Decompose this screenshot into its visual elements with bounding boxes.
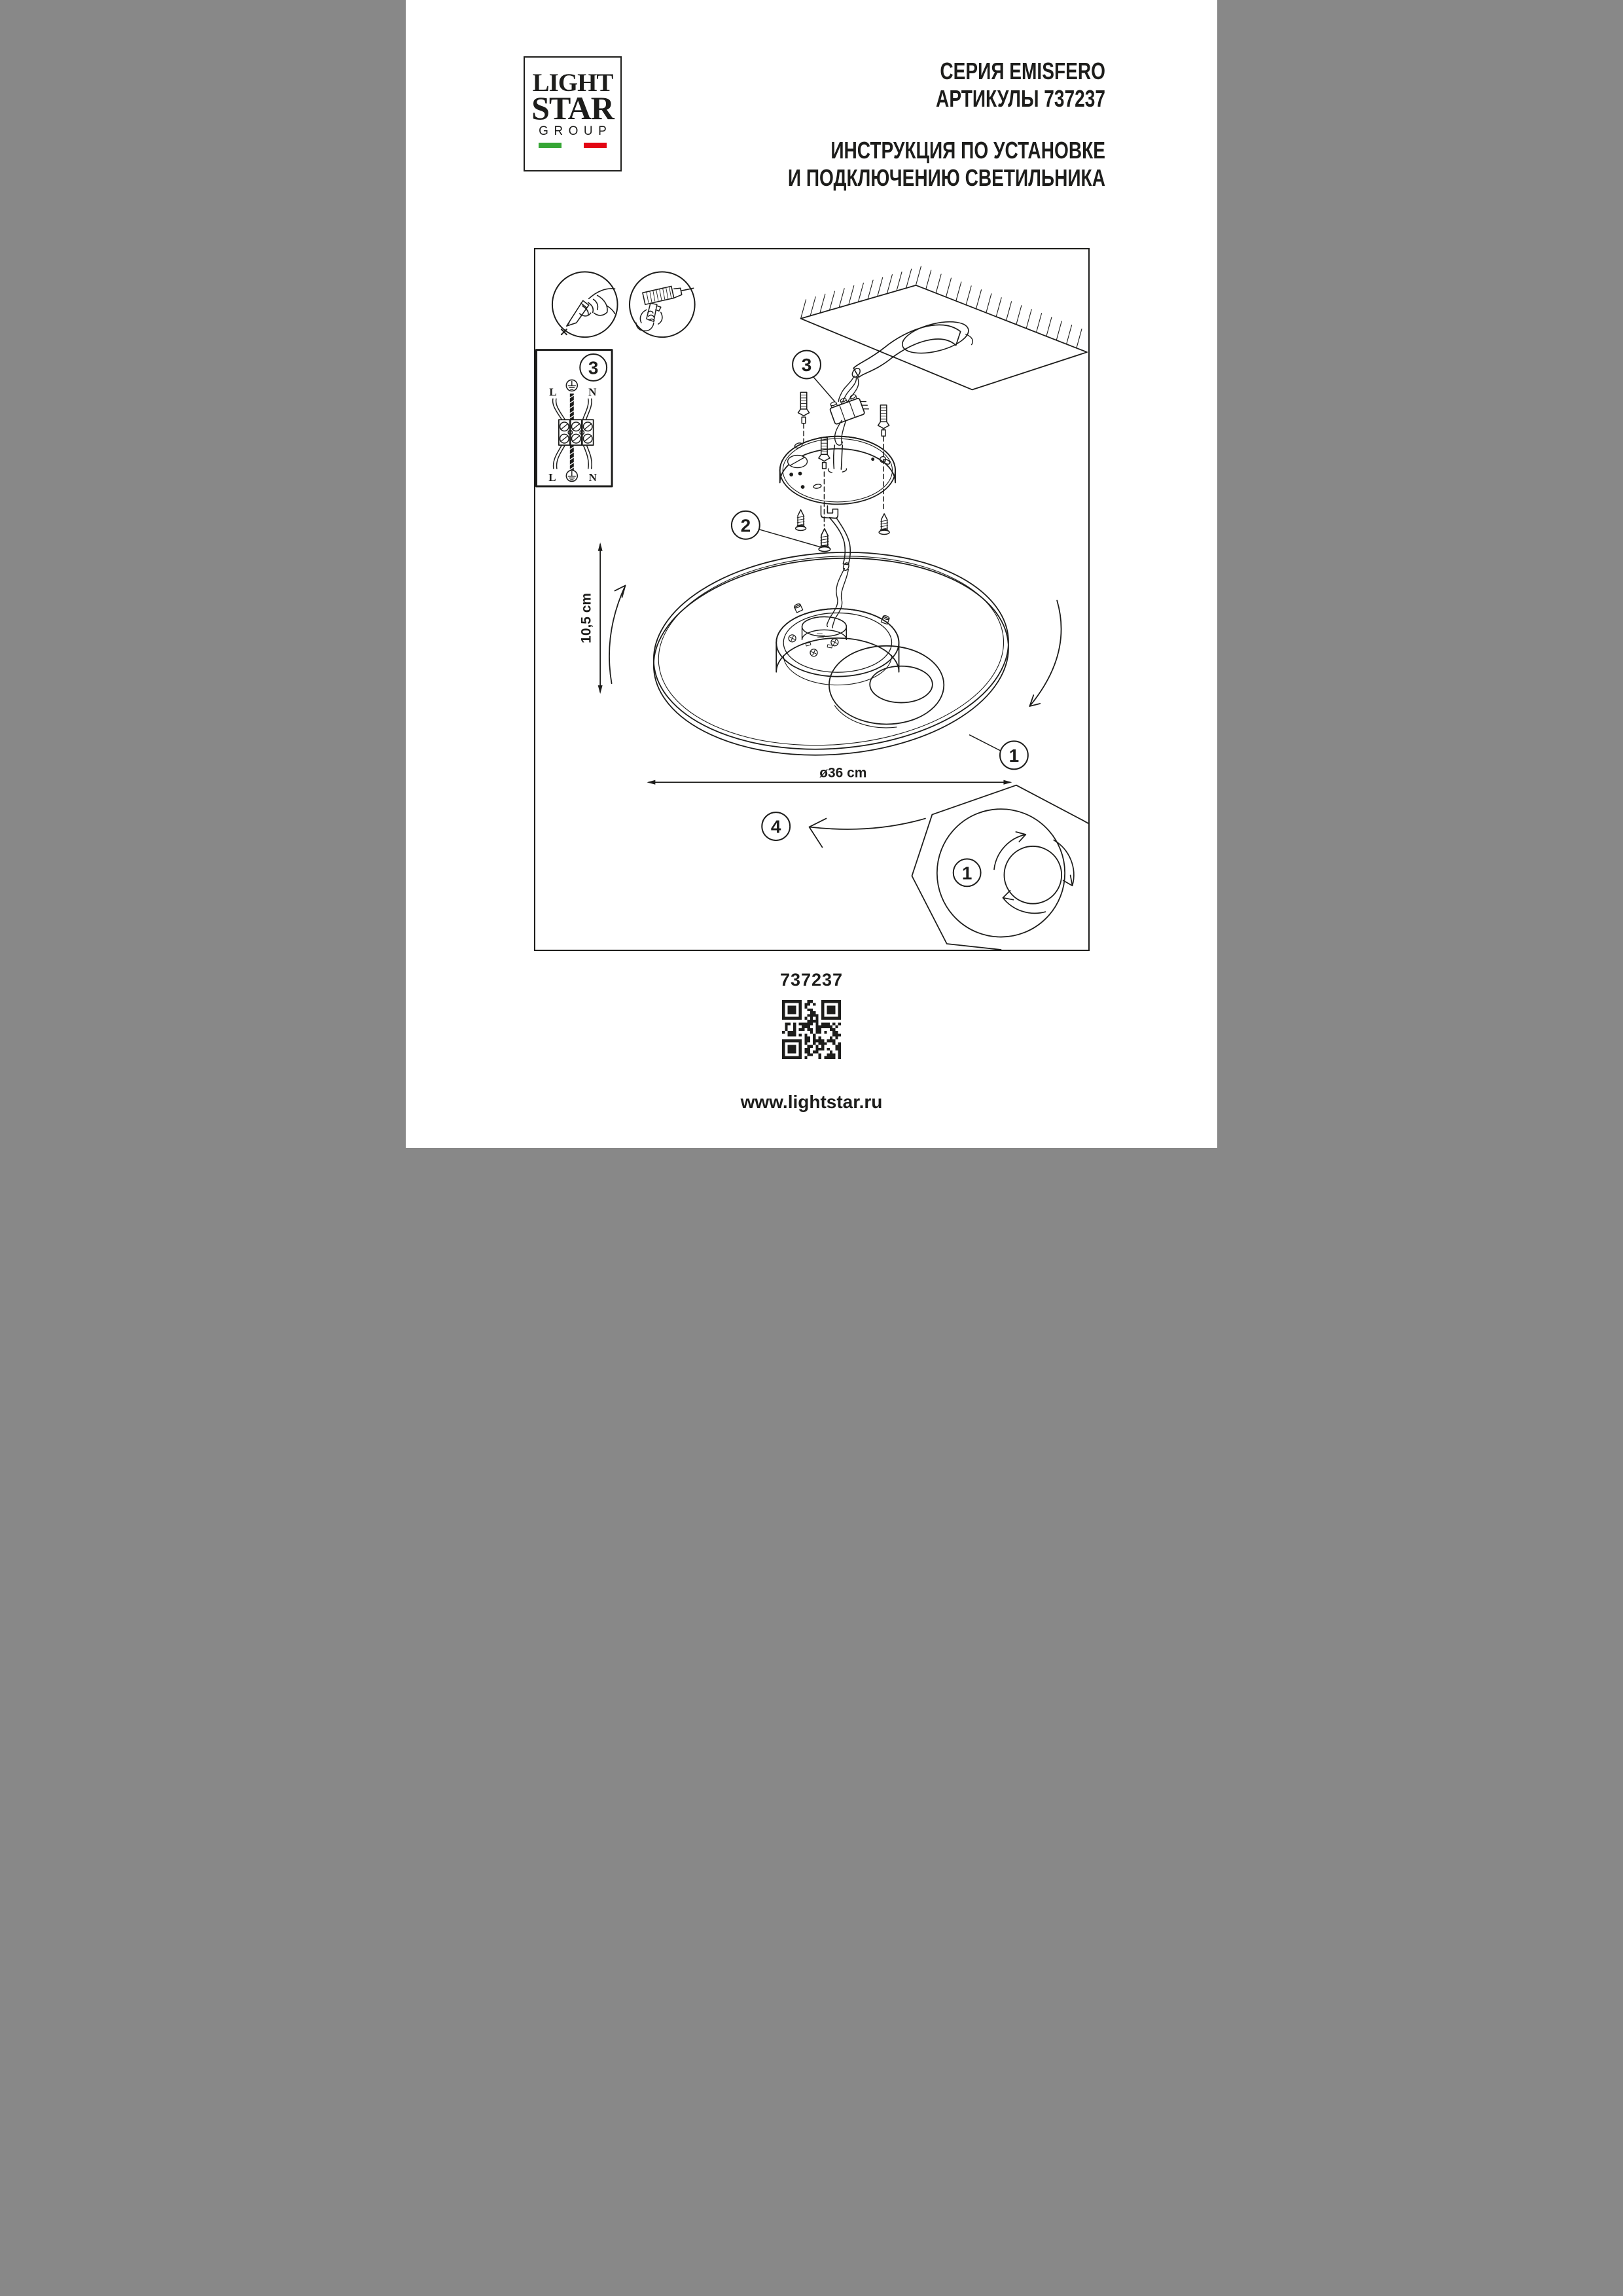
ceiling-panel (801, 266, 1087, 389)
neutral-label-top: N (588, 386, 597, 399)
lamp-housing (776, 609, 899, 685)
earth-symbol-icon-bottom (566, 471, 577, 482)
wire-clip (827, 645, 832, 648)
svg-text:4: 4 (770, 816, 781, 837)
rotate-direction-arrow (810, 819, 925, 848)
callout-3-wiring: 3 (588, 357, 599, 378)
italy-flag-stripe (539, 143, 607, 148)
svg-text:3: 3 (801, 354, 812, 375)
diameter-dimension-label: ø36 cm (819, 765, 867, 781)
wall-anchor-icon (819, 438, 830, 469)
instruction-sheet (406, 0, 1217, 1148)
connector-block (828, 391, 870, 424)
callout-2 (732, 511, 821, 547)
line-label-top: L (549, 386, 557, 399)
rotation-arrow-left (609, 586, 626, 684)
detail-view-hexagon (912, 785, 1088, 950)
logo-star-text: STAR (531, 90, 614, 126)
lightstar-logo (524, 56, 622, 171)
driver-label-lines (815, 634, 825, 637)
logo-group-text: GROUP (539, 124, 613, 138)
ceiling-hole (899, 316, 972, 359)
diffuser-opening (870, 666, 933, 703)
wall-anchor-icon (798, 392, 810, 423)
articles-title: АРТИКУЛЫ 737237 (936, 85, 1105, 112)
svg-text:2: 2 (740, 515, 751, 536)
led-driver (802, 617, 847, 639)
series-title: СЕРИЯ EMISFERO (940, 58, 1105, 84)
installation-diagram (534, 248, 1090, 951)
callout-4 (762, 812, 925, 847)
screw-icon (879, 514, 889, 535)
line-label-bottom: L (548, 471, 556, 484)
callout-1 (970, 735, 1028, 769)
cable-to-housing (827, 518, 851, 628)
detail-disc (937, 809, 1065, 937)
earth-symbol-icon (566, 380, 577, 391)
phillips-screw-icon (831, 639, 838, 646)
diagram-drawing (535, 249, 1088, 950)
neutral-label-bottom: N (588, 471, 597, 484)
article-number: 737237 (779, 970, 844, 990)
flag-red-segment (584, 143, 607, 148)
instruction-title-line1: ИНСТРУКЦИЯ ПО УСТАНОВКЕ (830, 137, 1105, 164)
detail-opening (1004, 846, 1061, 904)
flag-white-segment (562, 143, 584, 148)
mounting-hook-slot (821, 506, 838, 518)
rotation-arrow-right (1029, 600, 1061, 706)
website-url: www.lightstar.ru (740, 1092, 883, 1112)
document-header (788, 58, 1105, 192)
wiring-diagram (536, 350, 612, 486)
instruction-title-line2: И ПОДКЛЮЧЕНИЮ СВЕТИЛЬНИКА (787, 164, 1105, 191)
wall-anchor-icon (878, 405, 889, 436)
pencil-marking-icon (552, 272, 618, 337)
diffuser-disc (829, 646, 944, 728)
flag-green-segment (539, 143, 562, 148)
phillips-screw-icon (810, 649, 817, 656)
screw-icon (819, 529, 830, 552)
height-dimension-label: 10,5 cm (579, 593, 594, 643)
phillips-screw-icon (789, 635, 796, 642)
terminal-block-icon (559, 420, 594, 445)
qr-code (782, 1000, 841, 1059)
callout-3 (793, 351, 834, 402)
logo-light-text: LIGHT (532, 69, 613, 97)
mounting-plate (780, 437, 895, 518)
height-dimension (579, 543, 603, 694)
drill-icon (630, 272, 695, 337)
lamp-base-disc (647, 541, 1016, 766)
svg-text:1: 1 (1008, 745, 1020, 766)
diameter-dimension (647, 766, 1012, 785)
standoff-tab (794, 603, 803, 613)
power-cable (838, 325, 972, 403)
screw-icon (796, 510, 806, 531)
callout-1-detail: 1 (961, 863, 972, 884)
